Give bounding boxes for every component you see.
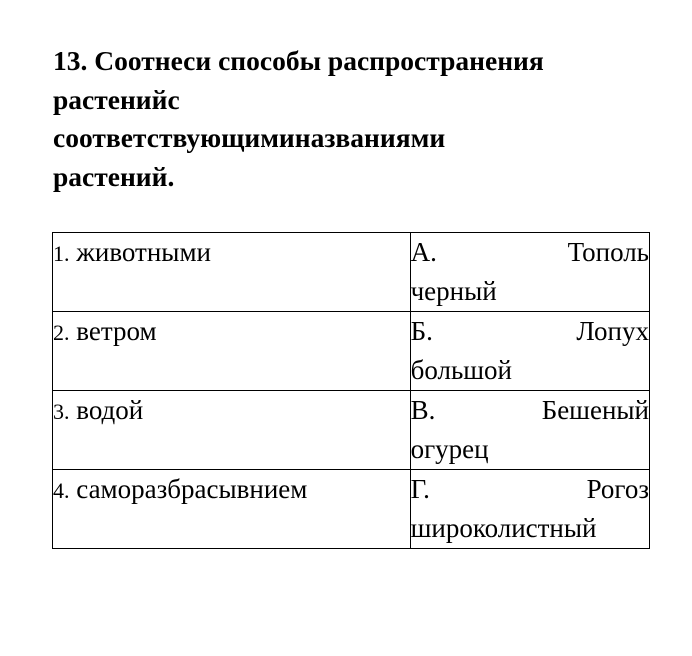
method-cell [53, 312, 411, 391]
method-text: саморазбрасывнием [76, 474, 308, 504]
plant-letter: Г. [410, 474, 430, 504]
row-number: 1. [53, 241, 70, 266]
matching-table [52, 232, 650, 549]
row-number: 3. [53, 399, 70, 424]
method-cell [53, 391, 411, 470]
plant-letter: В. [410, 395, 436, 425]
plant-cell [410, 312, 649, 391]
plant-cell [410, 470, 649, 549]
plant-cell [410, 391, 649, 470]
plant-name-part: Тополь [567, 237, 649, 267]
table-row [53, 233, 650, 312]
plant-letter: А. [410, 237, 437, 267]
plant-name-part: черный [410, 276, 497, 306]
task-title-line: соответствующиминазваниями [53, 122, 446, 153]
method-text: животными [76, 237, 211, 267]
task-title-line: растений. [53, 160, 175, 192]
plant-cell [410, 233, 649, 312]
table-row [53, 391, 650, 470]
row-number: 2. [53, 320, 70, 345]
row-number: 4. [53, 478, 70, 503]
task-title [53, 42, 653, 196]
plant-name-part: Рогоз [586, 474, 649, 504]
method-text: ветром [76, 316, 157, 346]
plant-name-part: Лопух [576, 316, 649, 346]
plant-letter: Б. [410, 316, 433, 346]
plant-name-part: Бешеный [541, 395, 649, 425]
method-cell [53, 233, 411, 312]
table-row [53, 312, 650, 391]
plant-name-part: широколистный [410, 513, 597, 543]
method-text: водой [76, 395, 144, 425]
task-title-line: растенийс [53, 83, 180, 115]
plant-name-part: большой [410, 355, 513, 385]
plant-name-part: огурец [410, 434, 489, 464]
task-title-line: 13. Соотнеси способы распространения [53, 45, 544, 76]
method-cell [53, 470, 411, 549]
table-row [53, 470, 650, 549]
